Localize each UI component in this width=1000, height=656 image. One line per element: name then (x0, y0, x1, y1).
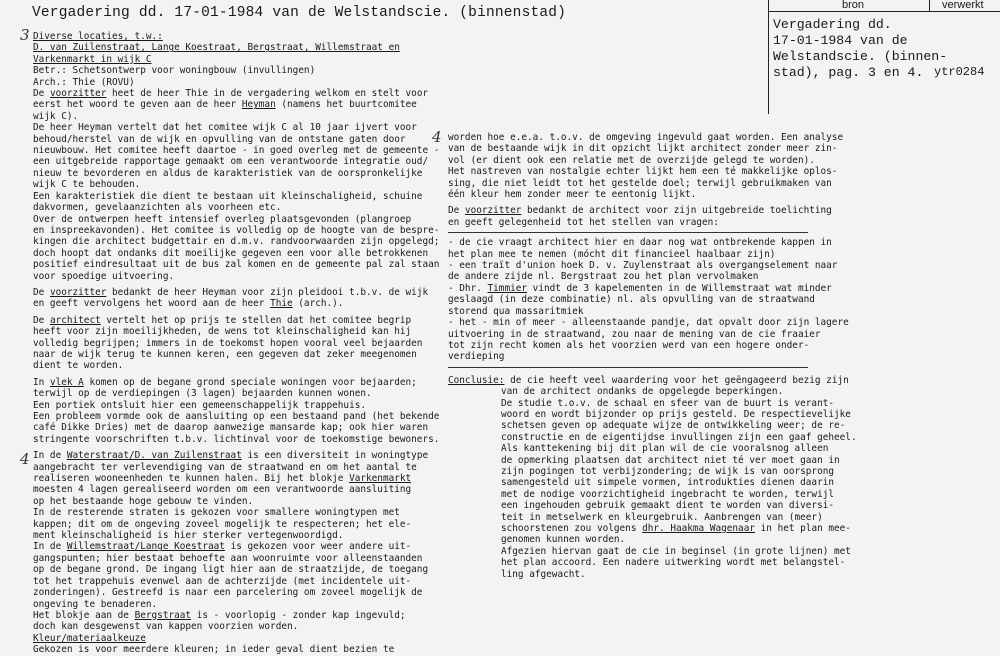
conclusie-line: ling afgewacht. (501, 568, 586, 580)
text-line: doch hoopt dat ondanks dit moeilijke gegeven een voor alle betrokkenen (33, 247, 429, 259)
header-box-divider (929, 0, 930, 11)
text-line: een uitgebreide rapportage gemaakt om een verantwoorde integratie oud/ (33, 156, 429, 168)
locaties-label: Diverse locaties, t.w.: (33, 31, 163, 42)
verwerkt-label: verwerkt (942, 0, 984, 11)
text-line: moesten 4 lagen gerealiseerd worden om een verantwoorde aansluiting (33, 484, 412, 496)
text-line: In de resterende straten is gekozen voor smallere woningtypen met (33, 507, 400, 519)
text-line: heeft voor zijn moeilijkheden, de wens tot kleinschaligheid kan hij (33, 326, 412, 338)
conclusie-line: het plan accoord. Een nadere uitwerking wordt met belangstel- (501, 557, 846, 569)
text-line: op het bestaande hoge gebouw te vinden. (33, 495, 254, 507)
question-line: de andere zijde nl. Bergstraat zou het plan vervolmaken (448, 271, 759, 283)
paragraph-vlek-a (33, 376, 440, 445)
text-line: en geeft gelegenheid tot het stellen van vragen: (448, 216, 719, 228)
text-line: Gekozen is voor meerdere kleuren; in ieder geval dient bezien te (33, 644, 395, 656)
locaties-line: Varkenmarkt in wijk C (33, 53, 152, 65)
divider-rule (448, 367, 808, 368)
conclusie-text: de cie heeft veel waardering voor het geëngageerd bezig zijn (510, 374, 849, 386)
text-line: nieuw te bevorderen en aldus de karakteristiek van de oorspronkelijke (33, 167, 423, 179)
paragraph-vragen (448, 205, 832, 228)
text-line: nieuwbouw. Het comitee heeft daartoe - in goed overleg met de gemeente - (33, 145, 440, 157)
conclusie-first-line (448, 374, 849, 386)
text-line: eerst het woord te geven aan de heer Heyman (namens het buurtcomitee (33, 99, 417, 111)
margin-number-3: 3 (20, 26, 30, 44)
text-line: De architect vertelt het op prijs te stellen dat het comitee begrip (33, 314, 412, 326)
text-line: Kleur/materiaalkeuze (33, 632, 146, 644)
text-line: Een probleem vormde ook de aansluiting op een bestaand pand (het bekende (33, 411, 440, 422)
paragraph-intro (33, 88, 440, 282)
text-line: gangspunten; hier bestaat behoefte aan woonruimte voor alleenstaanden (33, 552, 423, 564)
conclusie-line: van de architect ondanks de opgelegde beperkingen. (501, 386, 784, 398)
text-line: behoud/herstel van de wijk en opvulling van de ontstane gaten door (33, 133, 406, 145)
question-line: - Dhr. Timmier vindt de 3 kapelementen in de Willemstraat wat minder (448, 282, 832, 294)
text-line: ment kleinschaligheid is hier sterker vertegenwoordigd. (33, 530, 344, 542)
conclusie-line: genomen kunnen worden. (501, 534, 626, 546)
text-line: In vlek A komen op de begane grond speciale woningen voor bejaarden; (33, 376, 417, 388)
conclusie-line: samengesteld uit simpele vormen, introdukties dienen daarin (501, 477, 835, 489)
bron-reference (773, 17, 948, 81)
text-line: dakvormen, gevelaanzichten als voorheen etc. (33, 202, 282, 214)
paragraph-straten (33, 450, 428, 655)
text-line: doch kan desgewenst van kappen voorzien worden. (33, 621, 299, 633)
question-line: - een traït d'union hoek D. v. Zuylenstraat als overgangselement naar (448, 260, 838, 272)
conclusie-line: zijn pogingen tot verbijzondering; de wijk is van oorsprong (501, 465, 835, 477)
question-line: uitvoering in de straatwand, zou naar de mening van de cie fraaier (448, 328, 821, 340)
margin-number-4-right: 4 (432, 128, 442, 146)
conclusie-line: Als kanttekening bij dit plan wil de cie vooralsnog alleen (501, 443, 829, 455)
text-line: Het nastreven van nostalgie echter lijkt hem een té makkelijke oplos- (448, 166, 838, 178)
verwerkt-value: ytr0284 (934, 65, 985, 79)
question-line: tot zijn recht komen als het voorzien werd van een hogere onder- (448, 339, 810, 351)
paragraph-kleur (448, 132, 844, 201)
conclusie-body (448, 386, 857, 580)
text-line: aangebracht ter verlevendiging van de straatwand en om het aantal te (33, 461, 417, 473)
text-line: ongeving te benaderen. (33, 598, 158, 610)
architect-line: Arch.: Thie (ROVU) (33, 76, 135, 88)
text-line: zonderingen). Gestreefd is naar een parcelering om zoveel mogelijk de (33, 587, 423, 599)
text-line: De voorzitter bedankt de heer Heyman voor zijn pleidooi t.b.v. de wijk (33, 286, 429, 298)
header-box-left-rule (768, 0, 769, 114)
conclusie-line: woord en wordt bijzonder op prijs gesteld. De respectievelijke (501, 408, 851, 420)
conclusie-label: Conclusie: (448, 374, 505, 386)
text-line: op de begane grond. De ingang ligt hier aan de straatzijde, de toegang (33, 564, 429, 576)
question-line: storend qua massaritmiek (448, 305, 584, 317)
bron-line: stad), pag. 3 en 4. (773, 65, 924, 80)
text-line: dient te worden. (33, 360, 124, 372)
bron-line: Welstandscie. (binnen- (773, 49, 948, 64)
text-line: De voorzitter heet de heer Thie in de vergadering welkom en stelt voor (33, 88, 429, 100)
text-line: terwijl op de verdiepingen (3 lagen) bejaarden kunnen wonen. (33, 388, 372, 400)
text-line: van de bestaande wijk in dit opzicht lijkt architect zonder meer zin- (448, 143, 838, 155)
questions-list (448, 237, 849, 363)
text-line: Een karakteristiek die dient te bestaan uit kleinschaligheid, schuine (33, 190, 423, 202)
conclusie-line: teit in metselwerk en kleurgebruik. Aanbrengen van (meer) (501, 511, 823, 523)
paragraph-voorzitter (33, 287, 428, 310)
conclusie-line: schetsen geven op adequate wijze de ontwikkeling weer; de re- (501, 420, 846, 432)
question-line: - het - min of meer - alleenstaande pandje, dat opvalt door zijn lagere (448, 317, 849, 329)
text-line: naar de wijk terug te kunnen keren, een gegeven dat zeker meegenomen (33, 348, 417, 360)
divider-rule (448, 232, 808, 233)
bron-label: bron (842, 0, 865, 11)
conclusie-line: een ingehouden gebruik gemaakt dient te worden van diversi- (501, 500, 835, 512)
question-line: het plan mee te nemen (mócht dit financieel haalbaar zijn) (448, 248, 776, 260)
bron-line: 17-01-1984 van de (773, 33, 908, 48)
document-title: Vergadering dd. 17-01-1984 van de Welstandscie. (binnenstad) (32, 5, 567, 21)
text-line: Een portiek ontsluit hier een gemeenschappelijk trappehuis. (33, 399, 367, 411)
conclusie-line: met de nodige voorzichtigheid ingebracht te worden, terwijl (501, 488, 835, 500)
conclusie-line: constructie en de eigentijdse invullingen zijn een gaaf geheel. (501, 431, 857, 443)
question-line: verdieping (448, 351, 505, 363)
text-line: één kleur hem zonder meer te eentonig lijkt. (448, 189, 697, 201)
conclusie-line: De studie t.o.v. de schaal en sfeer van de buurt is verant- (501, 397, 835, 409)
text-line: wijk C te behouden. (33, 179, 141, 191)
text-line: en inspreekavonden). Het comitee is volledig op de hoogte van de bespre- (33, 224, 440, 236)
text-line: In de Willemstraat/Lange Koestraat is gekozen voor weer andere uit- (33, 541, 412, 553)
conclusie-line: schoorstenen zou volgens dhr. Haakma Wagenaar in het plan mee- (501, 523, 851, 534)
left-column (33, 31, 440, 656)
conclusie-line: de opmerking plaatsen dat architect niet té ver moet gaan in (501, 454, 840, 466)
text-line: wijk C). (33, 110, 79, 122)
text-line: en geeft vervolgens het woord aan de heer Thie (arch.). (33, 298, 344, 310)
text-line: worden hoe e.e.a. t.o.v. de omgeving ingevuld gaat worden. Een analyse (448, 132, 844, 143)
betreft-line: Betr.: Schetsontwerp voor woningbouw (invullingen) (33, 65, 316, 77)
right-column (448, 132, 857, 580)
question-line: - de cie vraagt architect hier en daar nog wat ontbrekende kappen in (448, 237, 832, 249)
conclusie-line: Afgezien hiervan gaat de cie in beginsel (in grote lijnen) met (501, 545, 851, 557)
bron-line: Vergadering dd. (773, 17, 892, 32)
text-line: In de Waterstraat/D. van Zuilenstraat is een diversiteit in woningtype (33, 450, 429, 462)
text-line: De voorzitter bedankt de architect voor zijn uitgebreide toelichting (448, 205, 832, 217)
text-line: positief eindresultaat uit de bus zal komen en de gemeente pal zal staan (33, 259, 440, 271)
locaties-line: D. van Zuilenstraat, Lange Koestraat, Bergstraat, Willemstraat en (33, 42, 400, 54)
text-line: De heer Heyman vertelt dat het comitee wijk C al 10 jaar ijvert voor (33, 122, 417, 134)
text-line: realiseren wooneenheden te kunnen halen. Bij het blokje Varkenmarkt (33, 473, 412, 485)
margin-number-4: 4 (20, 450, 30, 468)
text-line: volledig begrijpen; immers in de toekomst hopen vooral veel bejaarden (33, 337, 423, 349)
text-line: vol (er dient ook een relatie met de overzijde gelegd te worden). (448, 154, 815, 166)
text-line: kappen; dit om de ongeving zoveel mogelijk te respecteren; het ele- (33, 518, 412, 530)
text-line: stringente voorschriften t.b.v. lichtinval voor de toekomstige bewoners. (33, 433, 440, 445)
text-line: Over de ontwerpen heeft intensief overleg plaatsgevonden (plangroep (33, 213, 412, 225)
text-line: café Dikke Dries) met de daarop aanwezige mansarde kap; ook hier waren (33, 422, 429, 434)
text-line: Het blokje aan de Bergstraat is - voorlopig - zonder kap ingevuld; (33, 609, 406, 621)
paragraph-architect (33, 315, 428, 372)
text-line: voor spoedige uitvoering. (33, 270, 175, 282)
text-line: kingen die architect budgettair en d.m.v. randvoorwaarden zijn opgelegd; (33, 236, 440, 248)
text-line: sing, die niet leidt tot het gestelde doel; terwijl gebruikmaken van (448, 177, 832, 189)
text-line: tot het trappehuis evenwel aan de achterzijde (met incidentele uit- (33, 575, 412, 587)
question-line: geslaagd (in deze combinatie) nl. als opvulling van de straatwand (448, 294, 815, 306)
